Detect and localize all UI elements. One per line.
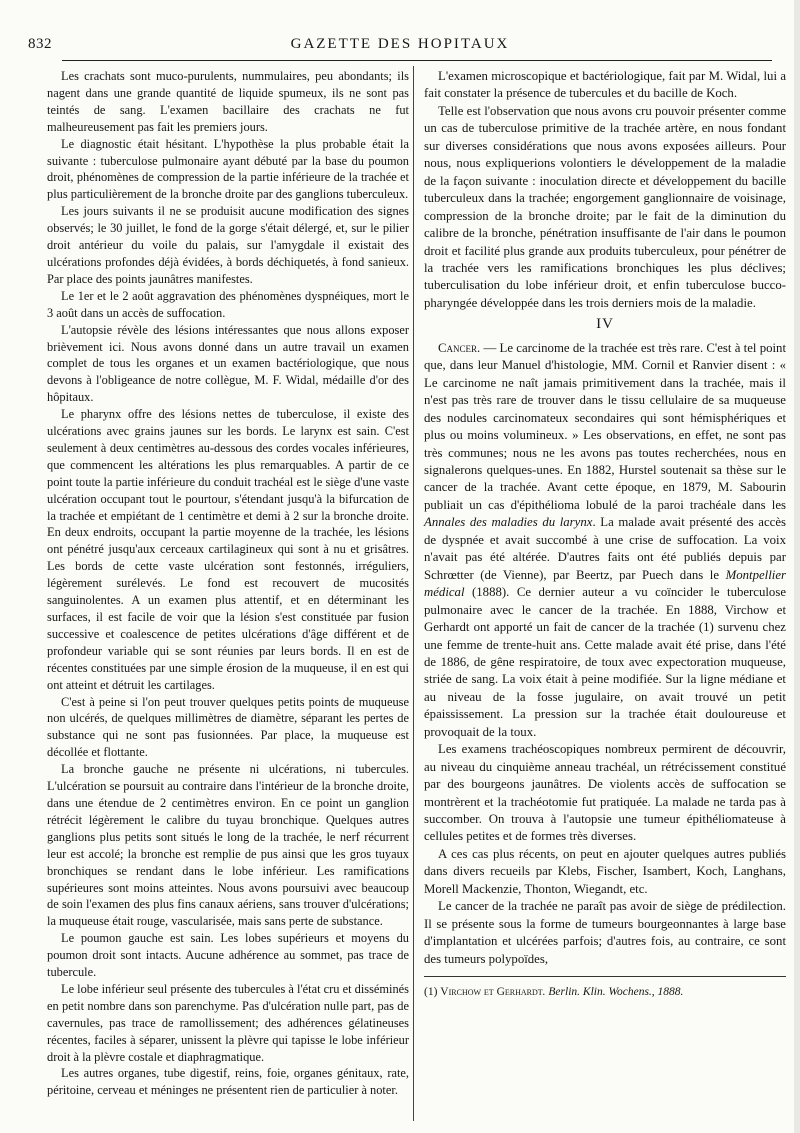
page-header	[0, 0, 800, 64]
footnote-authors: Virchow et Gerhardt	[440, 986, 543, 999]
paragraph: Les examens trachéoscopiques nombreux permirent de découvrir, au niveau du cinquième anneau trachéal, un rétrécissement constitué par des bourgeons jaunâtres. De violents accès de suffocation se montrèrent et la trachéotomie fut pratiquée. La malade ne tarda pas à succomber. On trouva à l'autopsie une tumeur épithéliomateuse à cellules petites et de formes très diverses.	[424, 742, 786, 844]
text-span: — Le carcinome de la trachée est très rare. C'est à tel point que, dans leur Manuel d'histologie, MM. Cornil et Ranvier disent : « Le carcinome ne naît jamais primitivement dans la trachée, mais il n'est pas très rare de trouver dans le tissu cellulaire de sa muqueuse des nodules carcinomateux secondaires qui sont hémisphériques et plus ou moins volumineux. » Les observations, en effet, ne sont pas très communes; nous ne les avons pas toutes recherchées, nous en signalerons quelques-unes. En 1882, Hurstel soutenait sa thèse sur le cancer de la trachée. Avant cette époque, en 1879, M. Sabourin publiait un cas d'épithélioma lobulé de la paroi trachéale dans les	[424, 340, 786, 512]
paragraph: Telle est l'observation que nous avons cru pouvoir présenter comme un cas de tuberculose primitive de la trachée artère, en nous fondant sur diverses considérations que nous avons exposées ailleurs. Pour nous, nous expliquerions volontiers le développement de la maladie de la façon suivante : inoculation directe et développement du bacille tuberculeux dans la trachée; engorgement ganglionnaire de voisinage, compression de la bronche droite; par le fait de la diminution du calibre de la bronche, pénétration insuffisante de l'air dans le poumon droit et facilité plus grande aux produits tuberculeux, pour pénétrer de la trachée vers les ramifications bronchiques les plus déclives; tuberculisation du lobe inférieur droit, et enfin tuberculose bucco-pharyngée développée dans les trois derniers mois de la maladie.	[424, 103, 786, 310]
paragraph: Le 1er et le 2 août aggravation des phénomènes dyspnéiques, mort le 3 août dans un accès de suffocation.	[47, 288, 409, 320]
paragraph: Le cancer de la trachée ne paraît pas avoir de siège de prédilection. Il se présente sous la forme de tumeurs bourgeonnantes à large base d'implantation et ulcérées parfois; d'autres fois, au contraire, ce sont des tumeurs polypoïdes,	[424, 899, 786, 966]
paragraph: L'autopsie révèle des lésions intéressantes que nous allons exposer brièvement ici. Nous avons donné dans un autre travail un examen complet de tous les organes et un examen bactériologique, que nous devons à l'obligeance de notre collègue, M. F. Widal, médaille d'or des hôpitaux.	[47, 322, 409, 405]
paragraph: Le poumon gauche est sain. Les lobes supérieurs et moyens du poumon droit sont intacts. Aucune adhérence au sommet, pas trace de tubercule.	[47, 931, 409, 980]
paragraph: Le lobe inférieur seul présente des tubercules à l'état cru et disséminés en petit nombre dans son parenchyme. Pas d'ulcération nulle part, pas de cavernules, pas trace de ramollissement; des adhérences gélatineuses récentes, faciles à séparer, unissent la plèvre qui tapisse le lobe inférieur droit à la plèvre costale et diaphragmatique.	[47, 981, 410, 1064]
left-column	[47, 68, 409, 1099]
text-span: . La malade avait présenté des accès de dyspnée et avait succombé à une crise de suffocation. La voix n'avait pas été altérée. D'autres faits ont été publiés depuis par Schrœtter (de Vienne), par Beertz, par Puech dans le	[424, 515, 787, 582]
page-number: 832	[28, 36, 52, 52]
paragraph: Le pharynx offre des lésions nettes de tuberculose, il existe des ulcérations avec grains jaunes sur les bords. Le larynx est sain. C'est seulement à deux centimètres au-dessous des cordes vocales inférieures, que commencent les altérations les plus remarquables. A partir de ce point toute la partie inférieure du conduit trachéal est le siège d'une vaste ulcération occupant tout le pourtour, s'étendant jusqu'à la bifurcation de la trachée et empiétant de 1 centimètre et demi à 2 sur la bronche droite. En deux endroits, occupant la partie moyenne de la trachée, les lésions ont pénétré jusqu'aux cerceaux cartilagineux qui sont à nu et grisâtres. Les bords de cette vaste ulcération sont festonnés, irréguliers, légèrement surélevés. Le fond est recouvert de mucosités sanguinolentes. A un examen plus attentif, et en déterminant les surfaces, il est facile de voir que la lésion s'est constituée par fusion successive et coalescence de petites ulcérations d'âge différent et de profondeur variable qui se sont réunies par leurs bords. Il en est de récentes constituées par une simple érosion de la muqueuse, il en est qui ont atteint et détruit les cartilages.	[47, 407, 409, 692]
paragraph: Les jours suivants il ne se produisit aucune modification des signes observés; le 30 juillet, le fond de la gorge s'était délergé, et, sur le pilier droit antérieur du voile du palais, sur l'amygdale il existait des ulcérations profondes déjà évidées, à bords déchiquetés, à fond sanieux. Par place des points jaunâtres manifestes.	[47, 204, 409, 286]
journal-title: Annales des maladies du larynx	[424, 515, 593, 530]
journal-title: Montpellier médical	[424, 567, 786, 600]
paragraph: Les crachats sont muco-purulents, nummulaires, peu abondants; ils nagent dans une grande quantité de liquide spumeux, ils ne sont pas teintés de sang. L'examen bacillaire des crachats ne fut malheureusement pas fait les premiers jours.	[47, 69, 409, 134]
footnote	[424, 985, 786, 1000]
paragraph: L'examen microscopique et bactériologique, fait par M. Widal, lui a fait constater la présence de tubercules et du bacille de Koch.	[424, 69, 786, 101]
run-in-heading: Cancer.	[438, 340, 481, 355]
paragraph: C'est à peine si l'on peut trouver quelques petits points de muqueuse non ulcérés, de quelques millimètres de diamètre, séparant les pertes de substance qui ne sont pas fusionnées. Par place, la muqueuse est décollée et flottante.	[47, 694, 409, 760]
cancer-paragraph	[424, 340, 786, 741]
section-heading: IV	[596, 316, 614, 333]
column-divider	[413, 66, 414, 1121]
footnote-citation: . Berlin. Klin. Wochens., 1888.	[542, 986, 684, 999]
text-span: (1888). Ce dernier auteur a vu coïncider le tuberculose pulmonaire avec le cancer de la trachée. En 1888, Virchow et Gerhardt ont apporté un fait de cancer de la trachée (1) survenu chez une femme de trente-huit ans. Cette malade avait été prise, dans l'été de 1886, de gêne respiratoire, de toux avec expectoration muqueuse, striée de sang. La voix était à peine modifiée. Sur la ligne médiane et au niveau de la fosse jugulaire, on avait trouvé un petit épaississement. La pression sur la trachée était douloureuse et provoquait de la toux.	[424, 585, 786, 739]
page-edge-shadow	[794, 0, 800, 1133]
paragraph: Le diagnostic était hésitant. L'hypothèse la plus probable était la suivante : tuberculose pulmonaire ayant débuté par la base du poumon droit, phénomènes de compression de la partie inférieure de la trachée et plus particulièrement de la bronche droite par des ganglions tuberculeux.	[47, 136, 409, 202]
header-rule	[62, 60, 772, 61]
running-title: GAZETTE DES HOPITAUX	[290, 36, 510, 52]
paragraph: A ces cas plus récents, on peut en ajouter quelques autres publiés dans divers recueils par Klebs, Fischer, Isambert, Koch, Langhans, Morell Mackenzie, Thonton, Wiegandt, etc.	[424, 846, 786, 896]
paragraph: Les autres organes, tube digestif, reins, foie, organes génitaux, rate, péritoine, cerveau et méninges ne présentent rien de particulier à noter.	[47, 1066, 409, 1098]
right-column	[424, 68, 786, 1000]
footnote-rule	[424, 976, 786, 977]
paragraph: La bronche gauche ne présente ni ulcérations, ni tubercules. L'ulcération se poursuit au contraire dans l'intérieur de la bronche droite, dans une étendue de 2 centimètres environ. En ce point un ganglion rétrécit légèrement le calibre du tuyau bronchique. Quelques autres ganglions plus petits sont situés le long de la trachée, le nerf récurrent leur est accolé; la bronche est remplie de pus ainsi que les gros tuyaux bronchiques se rendant dans le lobe inférieur. Les ramifications supérieures sont moins atteintes. Nous avons poursuivi avec beaucoup de soin l'examen des plus fins canaux aériens, sans trouver d'ulcérations; la muqueuse était rouge, vascularisée, mais sans perte de substance.	[47, 762, 409, 929]
footnote-marker: (1)	[424, 986, 441, 999]
